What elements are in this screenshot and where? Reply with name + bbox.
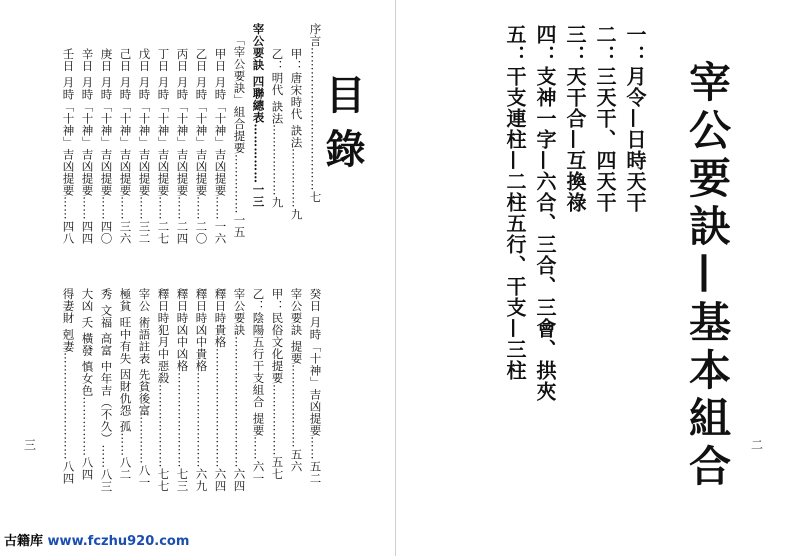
toc-entry[interactable]: 乙：陰陽五行干支組合 提要……六一: [251, 288, 266, 485]
toc-entry[interactable]: 甲：民俗文化提要………………五七: [270, 288, 285, 480]
toc-entry[interactable]: 乙日 月時「十神」吉凶提要……二〇: [194, 48, 209, 245]
toc-entry[interactable]: 大凶 夭 橫發 慎女色……………八四: [80, 288, 95, 481]
toc-entry[interactable]: 戊日 月時「十神」吉凶提要……三二: [137, 48, 152, 245]
toc-entry[interactable]: 序言………………………………七: [308, 23, 323, 203]
toc-entry[interactable]: 甲：唐宋時代 訣法……………九: [289, 48, 304, 221]
section-heading[interactable]: 五：干支連柱—二柱五行、干支—三柱: [503, 24, 527, 381]
toc-entry[interactable]: 宰公要訣 四聯總表……………一三: [251, 23, 266, 208]
toc-entry[interactable]: 丁日 月時「十神」吉凶提要……二七: [156, 48, 171, 245]
toc-heading: 目錄: [319, 74, 366, 182]
toc-entry[interactable]: 宰公 術語註表 先貧後富…………八一: [137, 288, 152, 489]
section-heading[interactable]: 二：三天干、四天干: [593, 24, 617, 213]
book-title: 宰公要訣—基本組合: [683, 60, 732, 492]
watermark-site-name: 古籍库: [4, 534, 44, 549]
toc-entry[interactable]: 甲日 月時「十神」吉凶提要……一六: [213, 48, 228, 245]
toc-entry[interactable]: 釋日時犯月中惡殺…………………七七: [156, 288, 171, 492]
toc-entry[interactable]: 庚日 月時「十神」吉凶提要……四〇: [99, 48, 114, 245]
toc-entry[interactable]: 癸日 月時「十神」吉凶提要……五二: [308, 288, 323, 485]
toc-entry[interactable]: 釋日時凶中貴格……………………六九: [194, 288, 209, 492]
toc-entry[interactable]: 丙日 月時「十神」吉凶提要……二四: [175, 48, 190, 245]
toc-entry[interactable]: 壬日 月時「十神」吉凶提要……四八: [61, 48, 76, 245]
toc-entry[interactable]: 釋日時貴格…………………………六四: [213, 288, 228, 492]
section-heading[interactable]: 一：月令—日時天干: [623, 24, 647, 213]
site-watermark: [4, 530, 234, 552]
toc-entry[interactable]: 宰公要訣……………………………六四: [232, 288, 247, 492]
watermark-url[interactable]: www.fczhu920.com: [47, 534, 190, 549]
left-page: [0, 0, 396, 556]
page-number: 二: [751, 438, 764, 452]
page-number: 三: [24, 438, 37, 452]
toc-entry[interactable]: 辛日 月時「十神」吉凶提要……四四: [80, 48, 95, 245]
toc-entry[interactable]: 宰公要訣 提要…………………五六: [289, 288, 304, 473]
section-heading[interactable]: 四：支神一字—六合、三合、三會、拱夾: [533, 24, 557, 402]
toc-entry[interactable]: 己日 月時「十神」吉凶提要……三六: [118, 48, 133, 245]
toc-entry[interactable]: 釋日時凶中凶格……………………七三: [175, 288, 190, 492]
right-page: [397, 0, 793, 556]
toc-entry[interactable]: 秀 文福 高富 中年吉（不久）……八三: [99, 288, 114, 493]
section-heading[interactable]: 三：天干合—互換祿: [563, 24, 587, 213]
toc-entry[interactable]: 乙：明代 訣法………………九: [270, 48, 285, 209]
toc-entry[interactable]: 極貧 旺中有失 因財仇怨 孤……八二: [118, 288, 133, 481]
toc-entry[interactable]: 得妻財 剋妻………………………八四: [61, 288, 76, 485]
book-gutter: [395, 0, 396, 556]
toc-entry[interactable]: 「宰公要訣」組合提要……………一五: [232, 34, 247, 238]
